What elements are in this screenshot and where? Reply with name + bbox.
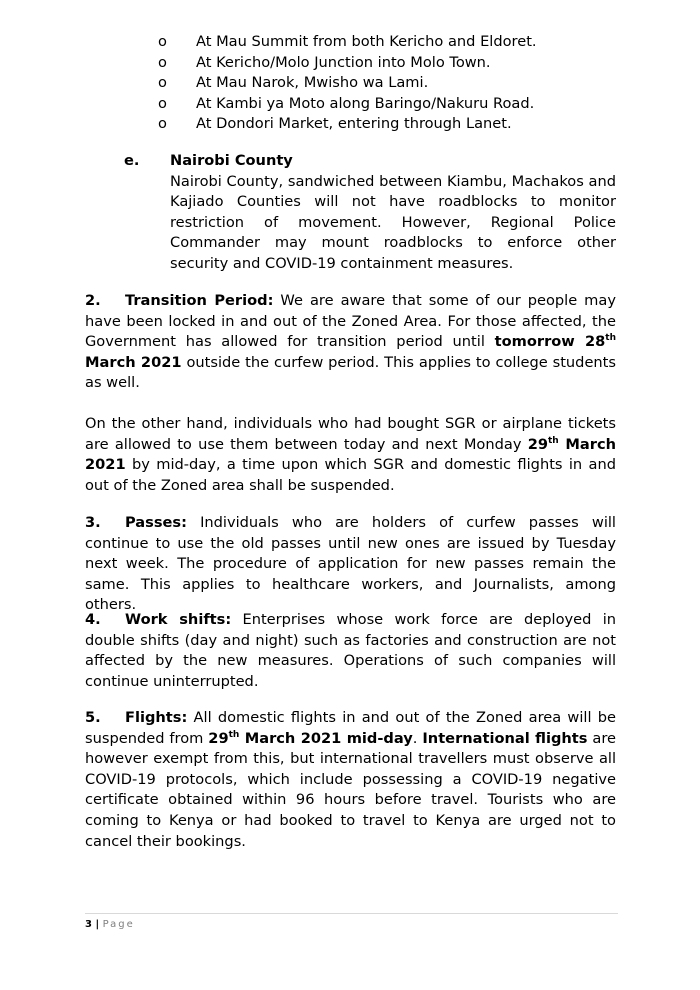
date-bold: tomorrow 28 [494, 333, 606, 351]
section-number: 3. [85, 514, 101, 531]
footer-separator: | [91, 919, 103, 930]
subsection-heading: Nairobi County [170, 152, 293, 169]
paragraph-text: . [412, 729, 423, 747]
page-number: 3 [85, 919, 92, 930]
bullet-text: At Dondori Market, entering through Lanet. [196, 115, 512, 133]
date-bold: March 2021 [85, 435, 616, 474]
paragraph-text: On the other hand, individuals who had bought SGR or airplane tickets are allowed to use them between today and next Monday [85, 415, 616, 453]
ordinal-suffix: th [605, 333, 616, 344]
paragraph-text: by mid-day, a time upon which SGR and domestic flights in and out of the Zoned area shall be suspended. [85, 456, 616, 494]
list-item [158, 73, 537, 94]
bullet-list [158, 32, 537, 135]
paragraph-text: All domestic flights in and out of the Zoned area will be suspended from [85, 709, 616, 747]
section-number: 2. [85, 292, 101, 309]
section-heading: Work shifts: [125, 611, 232, 628]
date-bold: 29 [527, 435, 548, 453]
paragraph-passes [85, 513, 616, 616]
paragraph-text: Enterprises whose work force are deployed in double shifts (day and night) such as factories and construction are not affected by the new measures. Operations of such companies will continue uninterrupted. [85, 611, 617, 690]
bullet-marker: o [158, 74, 167, 92]
date-bold: March 2021 mid-day [239, 729, 413, 747]
page-label: Page [102, 919, 135, 930]
paragraph-text: We are aware that some of our people may have been locked in and out of the Zoned Area. For those affected, the Government has allowed for transition period until [85, 292, 616, 351]
international-flights-bold: International flights [422, 729, 588, 747]
date-bold: March 2021 [85, 353, 182, 371]
bullet-text: At Mau Summit from both Kericho and Eldoret. [196, 33, 537, 50]
list-item [158, 32, 537, 53]
bullet-marker: o [158, 115, 167, 133]
paragraph-flights [85, 708, 616, 852]
bullet-text: At Mau Narok, Mwisho wa Lami. [196, 74, 429, 92]
bullet-marker: o [158, 33, 167, 50]
bullet-text: At Kambi ya Moto along Baringo/Nakuru Road. [196, 94, 535, 112]
subsection-text: Nairobi County, sandwiched between Kiambu, Machakos and Kajiado Counties will not have roadblocks to monitor restriction of movement. However, Regional Police Commander may mount roadblocks to enforce other security and COVID-19 containment measures. [170, 172, 616, 272]
paragraph-transition-period [85, 291, 616, 394]
paragraph-text: are however exempt from this, but international travellers must observe all COVID-19 protocols, which include possessing a COVID-19 negative certificate obtained within 96 hours before travel. Tourists who are coming to Kenya or had booked to travel to Kenya are urged not to cancel their bookings. [85, 729, 616, 850]
section-heading: Passes: [125, 514, 187, 531]
bullet-text: At Kericho/Molo Junction into Molo Town. [196, 53, 491, 71]
paragraph-text: outside the curfew period. This applies to college students as well. [85, 353, 617, 392]
list-item [158, 114, 537, 135]
date-bold: 29 [208, 729, 229, 747]
footer-divider [85, 913, 618, 914]
ordinal-suffix: th [228, 729, 240, 740]
paragraph-work-shifts [85, 610, 616, 692]
bullet-marker: o [158, 94, 167, 112]
section-heading: Transition Period: [125, 292, 274, 309]
section-number: 5. [85, 709, 101, 726]
section-heading: Flights: [125, 709, 188, 726]
list-item [158, 53, 537, 74]
subsection-letter: e. [124, 152, 140, 169]
list-item [158, 94, 537, 115]
bullet-marker: o [158, 53, 167, 71]
paragraph-text: Individuals who are holders of curfew passes will continue to use the old passes until new ones are issued by Tuesday next week. The procedure of application for new passes remain the same. This applies to healthcare workers, and Journalists, among others. [85, 514, 616, 614]
section-number: 4. [85, 611, 101, 628]
subsection-nairobi [124, 151, 616, 275]
paragraph-tickets [85, 414, 616, 496]
page-footer [85, 919, 135, 930]
ordinal-suffix: th [548, 435, 559, 446]
